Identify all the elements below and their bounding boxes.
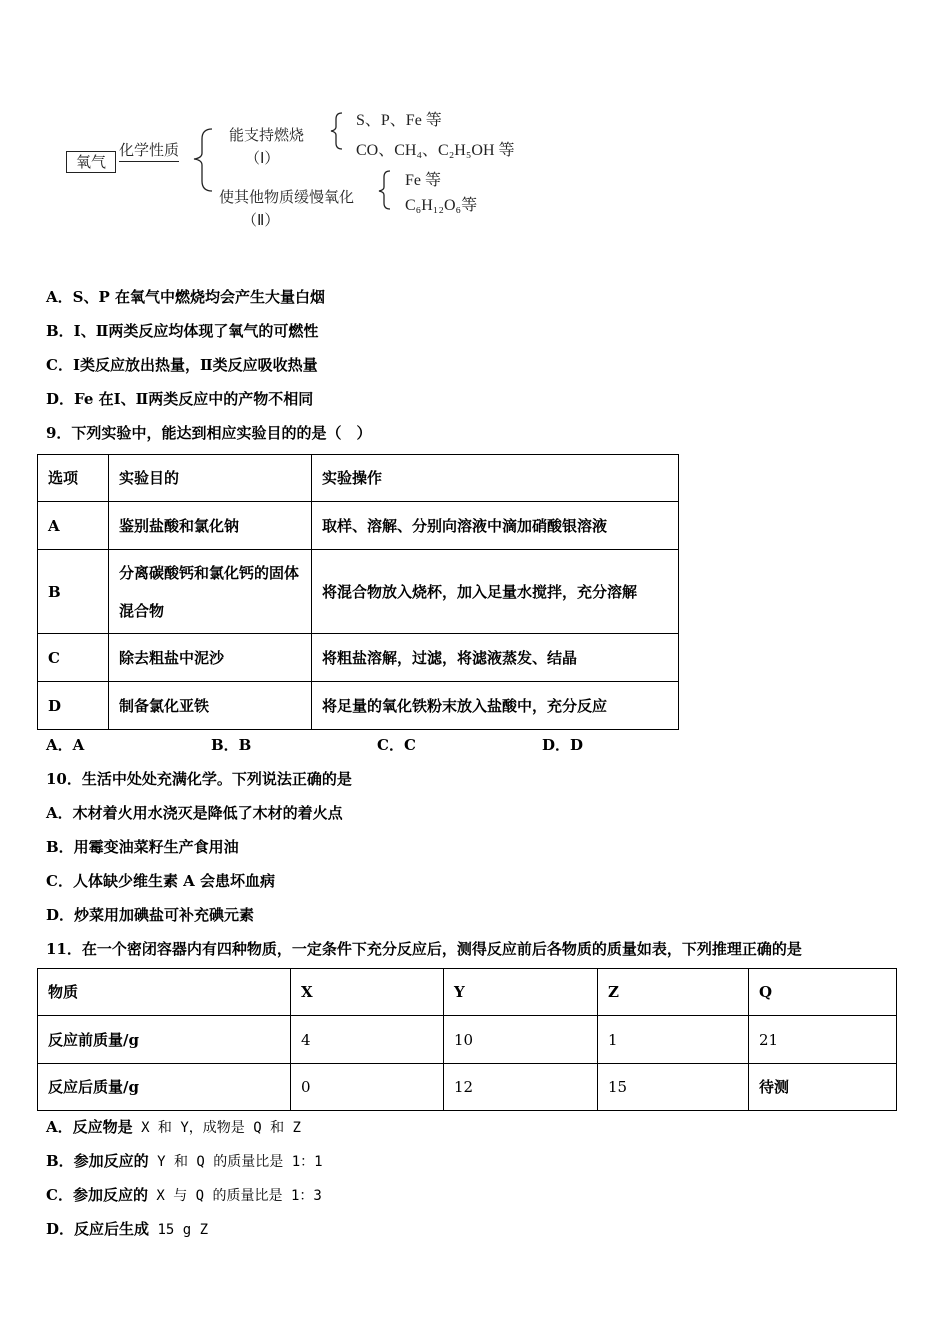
table-header-row <box>38 455 679 502</box>
table-row <box>38 1016 897 1064</box>
branch1-tag: （Ⅰ） <box>245 149 280 167</box>
q9-choice-c: C．C <box>377 736 416 754</box>
branch1-item-1: S、P、Fe 等 <box>356 112 442 129</box>
table-cell: 分离碳酸钙和氯化钙的固体混合物 <box>109 550 312 634</box>
table-cell: D <box>38 682 109 730</box>
q10-option-d: D．炒菜用加碘盐可补充碘元素 <box>46 906 255 924</box>
q9-choice-a: A．A <box>46 736 85 754</box>
table-row <box>38 502 679 550</box>
table-cell: B <box>38 550 109 634</box>
table-header: X <box>291 969 444 1016</box>
table-cell: 将粗盐溶解，过滤，将滤液蒸发、结晶 <box>312 634 679 682</box>
q9-table <box>37 454 679 730</box>
table-cell: 待测 <box>749 1064 897 1111</box>
option-text: X 和 Y，成物是 Q 和 Z <box>132 1120 301 1136</box>
branch2-tag: （Ⅱ） <box>242 211 280 229</box>
table-header: 物质 <box>38 969 291 1016</box>
table-cell: 鉴别盐酸和氯化钠 <box>109 502 312 550</box>
branch2-item-2: C₆H₁₂O₆等 <box>405 197 478 214</box>
diagram-box: 氧气 <box>66 151 116 173</box>
q8-option-b: B．Ⅰ、Ⅱ两类反应均体现了氧气的可燃性 <box>46 322 319 340</box>
branch2-label: 使其他物质缓慢氧化 <box>219 188 355 206</box>
table-cell: 制备氯化亚铁 <box>109 682 312 730</box>
table-row <box>38 1064 897 1111</box>
lower-brace <box>379 171 390 209</box>
q11-option-c <box>46 1184 322 1205</box>
q10-option-a: A．木材着火用水浇灭是降低了木材的着火点 <box>46 804 343 822</box>
option-label: A．反应物是 <box>46 1118 133 1136</box>
table-cell: 反应前质量/g <box>38 1016 291 1064</box>
table-header-row <box>38 969 897 1016</box>
q9-choice-d: D．D <box>542 736 584 754</box>
table-header: 实验操作 <box>312 455 679 502</box>
main-brace <box>194 129 212 191</box>
table-cell: 将混合物放入烧杯，加入足量水搅拌，充分溶解 <box>312 550 679 634</box>
q9-choice-b: B．B <box>211 736 252 754</box>
option-label: B．参加反应的 <box>46 1152 149 1170</box>
q9-stem: 9．下列实验中，能达到相应实验目的的是（ ） <box>46 424 372 442</box>
q8-option-c: C．Ⅰ类反应放出热量，Ⅱ类反应吸收热量 <box>46 356 318 374</box>
q8-option-a: A．S、P 在氧气中燃烧均会产生大量白烟 <box>46 288 325 306</box>
table-cell: 除去粗盐中泥沙 <box>109 634 312 682</box>
q10-option-c: C．人体缺少维生素 A 会患坏血病 <box>46 872 276 890</box>
q8-option-d: D．Fe 在Ⅰ、Ⅱ两类反应中的产物不相同 <box>46 390 314 408</box>
option-text: 15 g Z <box>149 1222 209 1238</box>
table-header: Y <box>444 969 598 1016</box>
table-cell: 将足量的氧化铁粉末放入盐酸中，充分反应 <box>312 682 679 730</box>
table-header: Q <box>749 969 897 1016</box>
upper-brace <box>331 113 342 149</box>
q11-table <box>37 968 897 1111</box>
table-cell: 1 <box>598 1016 749 1064</box>
option-text: Y 和 Q 的质量比是 1：1 <box>148 1154 323 1170</box>
table-cell: 10 <box>444 1016 598 1064</box>
option-label: D．反应后生成 <box>46 1220 150 1238</box>
q11-option-d <box>46 1218 208 1239</box>
table-cell: A <box>38 502 109 550</box>
q11-stem: 11．在一个密闭容器内有四种物质，一定条件下充分反应后，测得反应前后各物质的质量如表，下列推理正确的是 <box>46 940 802 958</box>
table-header: 选项 <box>38 455 109 502</box>
table-cell: 取样、溶解、分别向溶液中滴加硝酸银溶液 <box>312 502 679 550</box>
table-row <box>38 550 679 634</box>
branch1-item-2: CO、CH₄、C₂H₅OH 等 <box>356 142 515 159</box>
diagram-property: 化学性质 <box>119 139 179 162</box>
option-label: C．参加反应的 <box>46 1186 148 1204</box>
option-text: X 与 Q 的质量比是 1：3 <box>147 1188 322 1204</box>
q11-option-a <box>46 1116 301 1137</box>
table-row <box>38 682 679 730</box>
table-cell: 反应后质量/g <box>38 1064 291 1111</box>
table-header: 实验目的 <box>109 455 312 502</box>
branch2-item-1: Fe 等 <box>405 172 442 189</box>
table-cell: 4 <box>291 1016 444 1064</box>
table-cell: C <box>38 634 109 682</box>
table-cell: 0 <box>291 1064 444 1111</box>
table-cell: 21 <box>749 1016 897 1064</box>
q10-option-b: B．用霉变油菜籽生产食用油 <box>46 838 239 856</box>
table-row <box>38 634 679 682</box>
table-cell: 12 <box>444 1064 598 1111</box>
branch1-label: 能支持燃烧 <box>229 126 305 144</box>
table-cell: 15 <box>598 1064 749 1111</box>
q10-stem: 10．生活中处处充满化学。下列说法正确的是 <box>46 770 352 788</box>
table-header: Z <box>598 969 749 1016</box>
q11-option-b <box>46 1150 323 1171</box>
